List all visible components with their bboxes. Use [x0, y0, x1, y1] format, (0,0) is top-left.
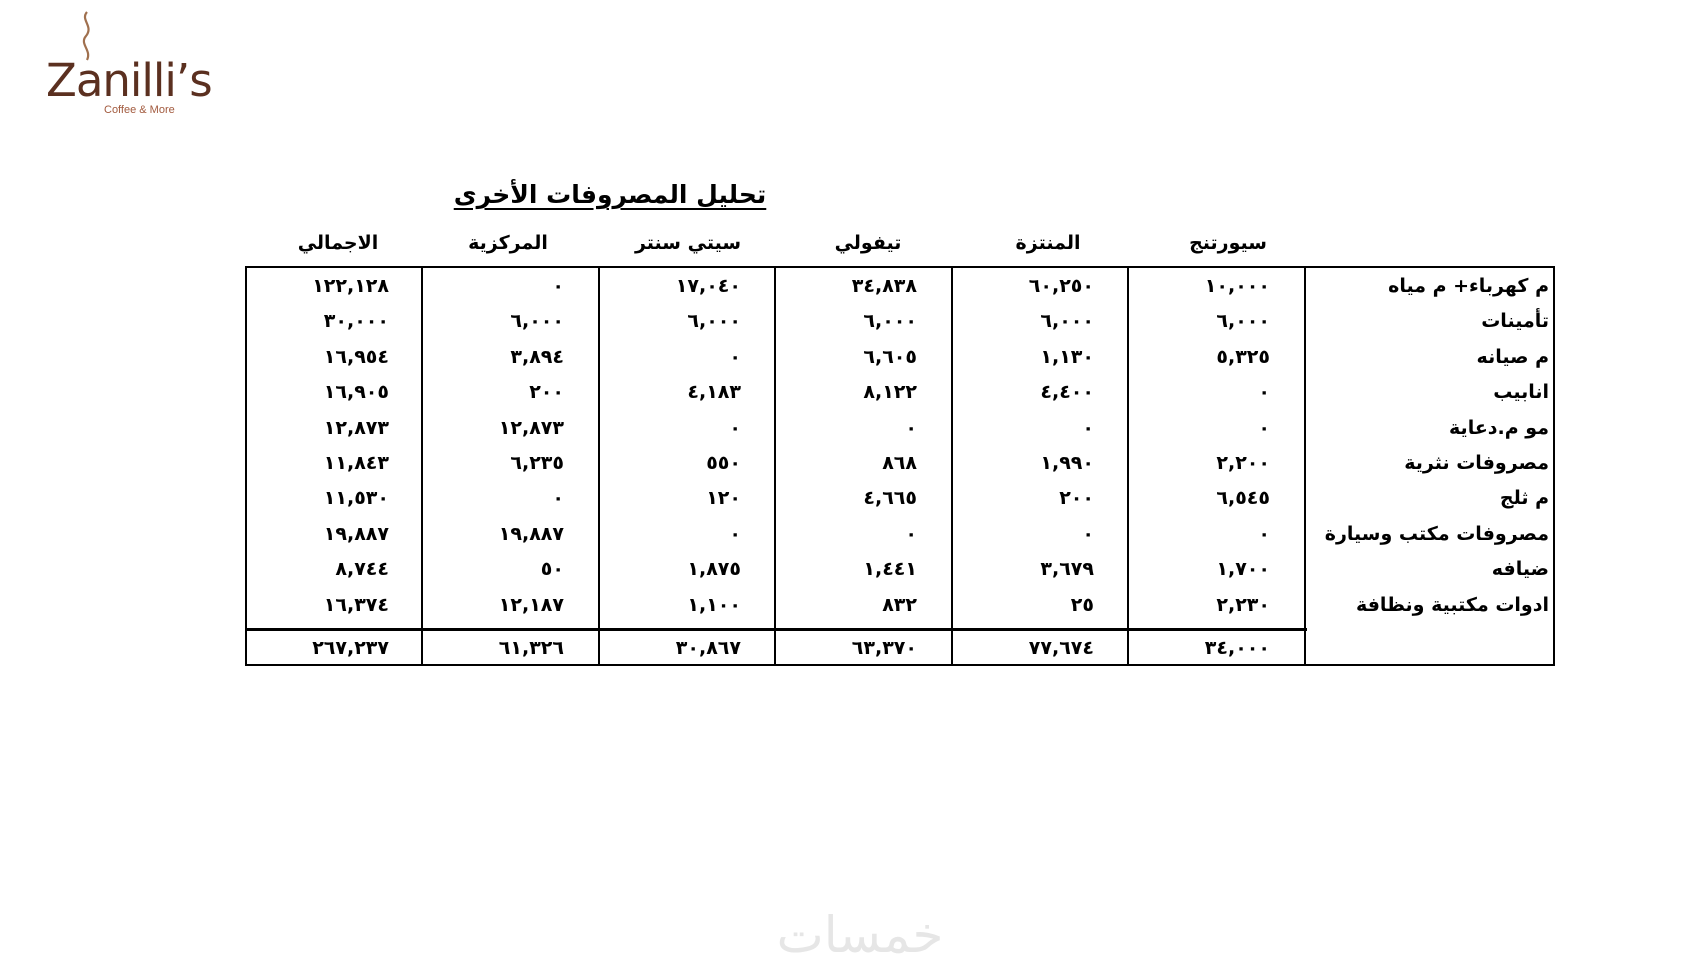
column-header-1: سيورتنج: [1189, 232, 1267, 254]
table-cell: ٠: [729, 416, 741, 439]
table-cell: ١,١٣٠: [1040, 345, 1094, 368]
table-cell: ١٢٠: [706, 487, 741, 510]
table-cell: ٨٣٢: [882, 593, 917, 616]
row-total-cell: ١١,٨٤٣: [323, 452, 389, 474]
logo-tagline: Coffee & More: [104, 104, 175, 116]
table-cell: ١,٤٤١: [863, 558, 917, 581]
page-title: تحليل المصروفات الأخرى: [453, 180, 767, 209]
row-label: ادوات مكتبية ونظافة: [1355, 593, 1549, 616]
row-total-cell: ١٩,٨٨٧: [323, 522, 389, 545]
row-total-cell: ١٦,٩٥٤: [323, 345, 389, 368]
table-cell: ٠: [1258, 381, 1270, 404]
grand-total-cell: ٢٦٧,٢٣٧: [312, 637, 389, 659]
table-cell: ١٠,٠٠٠: [1204, 275, 1270, 297]
table-cell: ١٧,٠٤٠: [675, 275, 741, 297]
table-cell: ٥,٣٢٥: [1216, 345, 1270, 368]
row-label: ضيافه: [1491, 558, 1549, 581]
row-label: م صيانه: [1476, 345, 1549, 368]
table-cell: ٦,٠٠٠: [510, 310, 564, 333]
table-cell: ٦,٥٤٥: [1216, 487, 1270, 510]
row-total-cell: ١٢,٨٧٣: [323, 416, 389, 439]
column-header-3: تيفولي: [834, 232, 902, 254]
column-total-cell: ٧٧,٦٧٤: [1028, 637, 1094, 659]
table-cell: ٠: [905, 416, 917, 439]
table-cell: ٣,٦٧٩: [1040, 558, 1094, 581]
column-header-total: الاجمالي: [297, 232, 379, 254]
table-cell: ٠: [1258, 522, 1270, 545]
table-cell: ٠: [729, 345, 741, 368]
table-cell: ٨,١٢٢: [863, 381, 917, 404]
table-cell: ٥٠: [540, 558, 564, 581]
expenses-table: [245, 266, 1555, 666]
table-cell: ١,٩٩٠: [1040, 452, 1094, 474]
table-cell: ٢,٢٣٠: [1216, 593, 1270, 616]
table-cell: ٠: [1258, 416, 1270, 439]
column-divider: [1304, 268, 1306, 664]
table-cell: ٤,٦٦٥: [863, 487, 917, 510]
table-cell: ٠: [905, 522, 917, 545]
table-cell: ٣,٨٩٤: [510, 345, 564, 368]
totals-divider: [247, 628, 1307, 631]
table-cell: ٠: [552, 487, 564, 510]
table-cell: ٢,٢٠٠: [1216, 452, 1270, 474]
company-logo: [44, 8, 214, 118]
table-cell: ١٩,٨٨٧: [498, 522, 564, 545]
row-label: م كهرباء+ م مياه: [1388, 275, 1549, 297]
column-total-cell: ٦١,٣٢٦: [498, 637, 564, 659]
table-cell: ٨٦٨: [882, 452, 917, 474]
table-cell: ٣٤,٨٣٨: [851, 275, 917, 297]
table-cell: ٦٠,٢٥٠: [1028, 275, 1094, 297]
table-cell: ٠: [729, 522, 741, 545]
table-cell: ٦,٠٠٠: [1040, 310, 1094, 333]
row-label: تأمينات: [1481, 310, 1549, 333]
table-cell: ٤,١٨٣: [687, 381, 741, 404]
table-cell: ٢٠٠: [1059, 487, 1094, 510]
table-cell: ٥٥٠: [706, 452, 741, 474]
table-cell: ١,٨٧٥: [687, 558, 741, 581]
watermark-text: خمسات: [776, 906, 944, 964]
row-total-cell: ١١,٥٣٠: [323, 487, 389, 510]
row-label: مو م.دعاية: [1449, 416, 1549, 439]
column-header-4: سيتي سنتر: [634, 232, 742, 254]
row-total-cell: ١٦,٣٧٤: [323, 593, 389, 616]
table-cell: ١٢,٨٧٣: [498, 416, 564, 439]
logo-wordmark: Zanilli’s: [46, 54, 212, 107]
table-cell: ١,٧٠٠: [1216, 558, 1270, 581]
table-cell: ١٢,١٨٧: [498, 593, 564, 616]
table-cell: ٢٥: [1070, 593, 1094, 616]
table-cell: ٠: [552, 275, 564, 297]
row-label: مصروفات نثرية: [1404, 452, 1549, 474]
row-total-cell: ١٢٢,١٢٨: [312, 275, 389, 297]
table-cell: ٢٠٠: [529, 381, 564, 404]
table-cell: ١,١٠٠: [687, 593, 741, 616]
table-cell: ٦,٠٠٠: [687, 310, 741, 333]
table-cell: ٤,٤٠٠: [1040, 381, 1094, 404]
column-total-cell: ٣٤,٠٠٠: [1204, 637, 1270, 659]
table-cell: ٠: [1082, 416, 1094, 439]
table-cell: ٦,٢٣٥: [510, 452, 564, 474]
table-cell: ٦,٠٠٠: [863, 310, 917, 333]
row-total-cell: ٣٠,٠٠٠: [323, 310, 389, 333]
row-label: انابيب: [1493, 381, 1549, 404]
row-total-cell: ١٦,٩٠٥: [323, 381, 389, 404]
column-total-cell: ٦٣,٣٧٠: [851, 637, 917, 659]
table-cell: ٦,٠٠٠: [1216, 310, 1270, 333]
row-label: مصروفات مكتب وسيارة: [1324, 522, 1549, 545]
column-header-2: المنتزة: [1015, 232, 1081, 254]
column-header-5: المركزية: [468, 232, 548, 254]
table-cell: ٠: [1082, 522, 1094, 545]
row-total-cell: ٨,٧٤٤: [335, 558, 389, 581]
column-total-cell: ٣٠,٨٦٧: [675, 637, 741, 659]
row-label: م ثلج: [1499, 487, 1549, 510]
table-cell: ٦,٦٠٥: [863, 345, 917, 368]
